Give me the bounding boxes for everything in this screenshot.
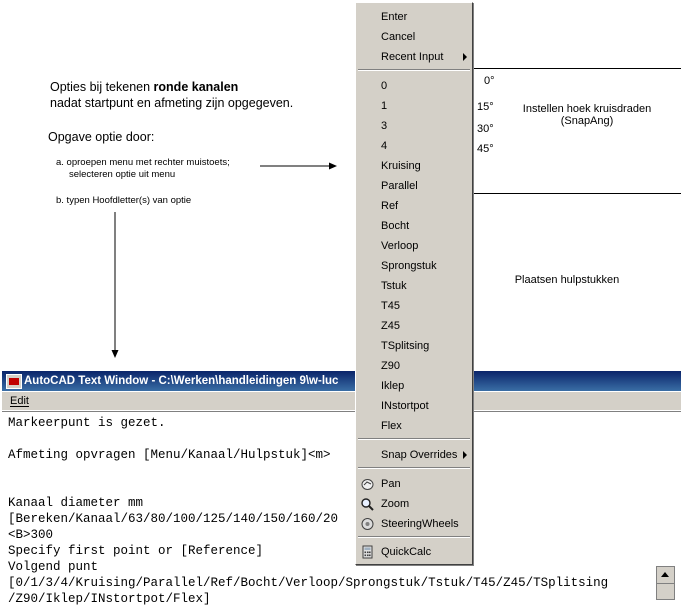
menu-item-label: INstortpot — [381, 400, 429, 412]
history-line: <B>300 — [8, 528, 54, 542]
snapang-note-line1: Instellen hoek kruisdraden — [522, 103, 652, 115]
text-window-titlebar[interactable] — [2, 371, 681, 391]
menu-item-label: Parallel — [381, 180, 418, 192]
menu-item-label: Enter — [381, 11, 408, 23]
menu-item-label: Snap Overrides — [381, 449, 458, 461]
menu-option-tstuk[interactable] — [356, 276, 472, 296]
menu-option-flex[interactable] — [356, 416, 472, 436]
menu-item-label: 1 — [381, 100, 388, 112]
menu-separator — [358, 438, 470, 440]
menu-item-zoom[interactable] — [356, 494, 472, 514]
submenu-arrow-icon — [463, 451, 467, 459]
context-menu — [355, 2, 473, 565]
arrow-to-textwindow-head — [112, 350, 119, 358]
snapang-note — [512, 103, 662, 127]
menu-item-label: Bocht — [381, 220, 410, 232]
menu-item-steeringwheels[interactable] — [356, 514, 472, 534]
degree-30: 30° — [477, 123, 494, 135]
menu-separator — [358, 467, 470, 469]
menu-item-label: Z45 — [381, 320, 400, 332]
menu-option-z45[interactable] — [356, 316, 472, 336]
calculator-icon — [360, 545, 375, 559]
menu-item-label: TSplitsing — [381, 340, 430, 352]
autocad-text-window[interactable] — [2, 371, 681, 606]
menu-option-t45[interactable] — [356, 296, 472, 316]
menu-item-label: QuickCalc — [381, 546, 432, 558]
degree-0: 0° — [484, 75, 495, 87]
menu-item-label: Cancel — [381, 31, 416, 43]
menu-option-instortpot[interactable] — [356, 396, 472, 416]
menu-item-label: T45 — [381, 300, 400, 312]
degree-15: 15° — [477, 101, 494, 113]
menu-item-snap-overrides[interactable] — [356, 445, 472, 465]
menu-item-label: 4 — [381, 140, 388, 152]
history-line: Volgend punt — [8, 560, 99, 574]
menu-option-4[interactable] — [356, 136, 472, 156]
steering-wheel-icon — [360, 517, 375, 531]
menu-item-label: Kruising — [381, 160, 421, 172]
menu-separator — [358, 536, 470, 538]
history-line: [0/1/3/4/Kruising/Parallel/Ref/Bocht/Verloop/Sprongstuk/Tstuk/T45/Z45/TSplitsing — [8, 576, 609, 590]
menu-item-label: 3 — [381, 120, 388, 132]
menu-edit[interactable]: Edit — [10, 395, 29, 407]
menu-item-enter[interactable] — [356, 7, 472, 27]
method-a-line1: a. oproepen menu met rechter muistoets; — [56, 157, 230, 168]
menu-item-label: Ref — [381, 200, 399, 212]
intro-line2: nadat startpunt en afmeting zijn opgegeven. — [50, 96, 294, 110]
history-line: /Z90/Iklep/INstortpot/Flex] — [8, 592, 211, 606]
autocad-app-icon — [6, 374, 22, 389]
text-window-scrollbar[interactable] — [656, 566, 675, 600]
fittings-note: Plaatsen hulpstukken — [514, 274, 620, 286]
arrow-to-menu-head — [329, 163, 337, 170]
divider-middle — [472, 193, 681, 194]
menu-option-verloop[interactable] — [356, 236, 472, 256]
menu-item-label: Zoom — [381, 498, 410, 510]
option-method-b: b. typen Hoofdletter(s) van optie — [56, 195, 192, 206]
degree-45: 45° — [477, 143, 494, 155]
command-history[interactable] — [2, 411, 681, 607]
menu-item-pan[interactable] — [356, 474, 472, 494]
menu-option-z90[interactable] — [356, 356, 472, 376]
menu-item-cancel[interactable] — [356, 27, 472, 47]
history-line: Afmeting opvragen [Menu/Kanaal/Hulpstuk]<m> — [8, 448, 331, 462]
text-window-title: AutoCAD Text Window - C:\Werken\handleidingen 9\w-luc — [24, 375, 339, 387]
pan-hand-icon — [360, 477, 375, 491]
menu-option-sprongstuk[interactable] — [356, 256, 472, 276]
menu-item-label: Flex — [381, 420, 402, 432]
menu-item-recent-input[interactable] — [356, 47, 472, 67]
divider-top — [472, 68, 681, 69]
menu-option-parallel[interactable] — [356, 176, 472, 196]
snapang-note-line2: (SnapAng) — [560, 115, 614, 127]
menu-item-label: Verloop — [381, 240, 419, 252]
menu-item-label: Recent Input — [381, 51, 444, 63]
menu-option-ref[interactable] — [356, 196, 472, 216]
menu-option-kruising[interactable] — [356, 156, 472, 176]
history-line: Specify first point or [Reference] — [8, 544, 264, 558]
menu-item-label: SteeringWheels — [381, 518, 459, 530]
menu-item-label: Iklep — [381, 380, 405, 392]
history-line: Kanaal diameter mm — [8, 496, 144, 510]
menu-option-iklep[interactable] — [356, 376, 472, 396]
menu-option-1[interactable] — [356, 96, 472, 116]
intro-prefix: Opties bij tekenen — [50, 80, 154, 94]
intro-bold: ronde kanalen — [153, 80, 239, 94]
opgave-heading: Opgave optie door: — [48, 130, 155, 144]
menu-item-label: Sprongstuk — [381, 260, 437, 272]
history-line: [Bereken/Kanaal/63/80/100/125/140/150/160/20 — [8, 512, 339, 526]
menu-item-label: Pan — [381, 478, 401, 490]
text-window-menubar — [2, 392, 681, 410]
scroll-up-arrow-icon[interactable] — [657, 567, 674, 584]
menu-option-0[interactable] — [356, 76, 472, 96]
history-line: Markeerpunt is gezet. — [8, 416, 166, 430]
menu-option-3[interactable] — [356, 116, 472, 136]
menu-item-label: Tstuk — [381, 280, 407, 292]
magnifier-icon — [360, 497, 375, 511]
submenu-arrow-icon — [463, 53, 467, 61]
menu-option-bocht[interactable] — [356, 216, 472, 236]
menu-item-label: 0 — [381, 80, 388, 92]
menu-item-quickcalc[interactable] — [356, 542, 472, 562]
method-a-line2: selecteren optie uit menu — [69, 169, 176, 180]
menu-option-tsplitsing[interactable] — [356, 336, 472, 356]
menu-separator — [358, 69, 470, 71]
menu-item-label: Z90 — [381, 360, 400, 372]
